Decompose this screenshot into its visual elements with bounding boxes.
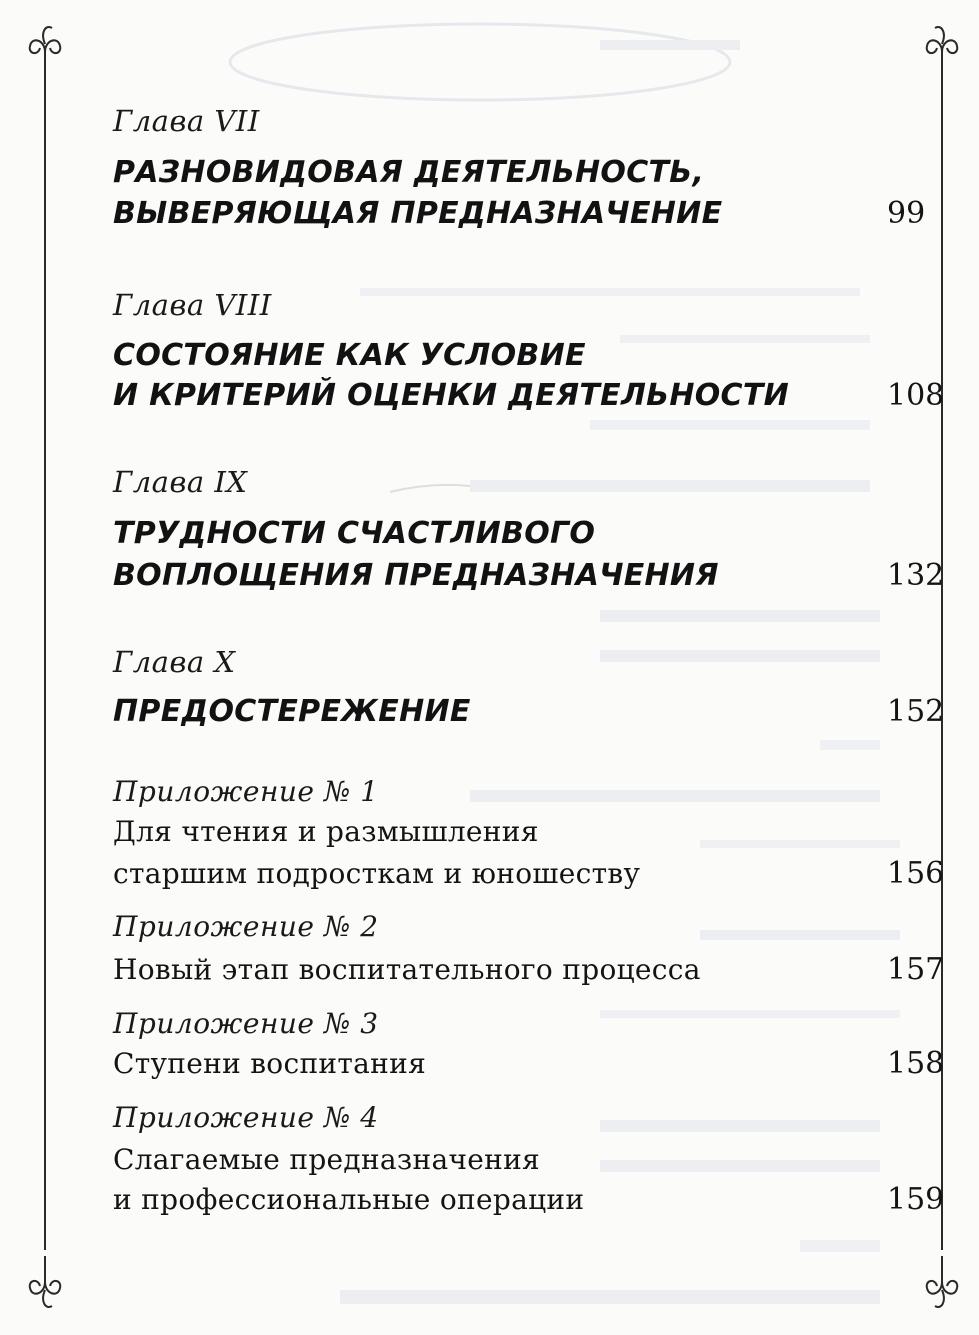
toc-entry-line[interactable]	[113, 196, 926, 231]
page-number: 156	[887, 856, 945, 891]
appendix-title-line: Новый этап воспитательного процесса	[113, 953, 701, 986]
top-right-flourish-icon	[919, 22, 965, 78]
appendix-title-line: и профессиональные операции	[113, 1183, 585, 1216]
chapter-title-line: ВЫВЕРЯЮЩАЯ ПРЕДНАЗНАЧЕНИЕ	[113, 196, 723, 231]
appendix-label: Приложение № 1	[113, 775, 379, 808]
top-left-flourish-icon	[22, 22, 68, 78]
toc-entry-line[interactable]	[113, 378, 945, 413]
appendix-title-line: старшим подросткам и юношеству	[113, 857, 641, 890]
chapter-title-line: И КРИТЕРИЙ ОЦЕНКИ ДЕЯТЕЛЬНОСТИ	[113, 378, 790, 413]
chapter-title-line: ПРЕДОСТЕРЕЖЕНИЕ	[113, 694, 471, 729]
appendix-label: Приложение № 2	[113, 910, 379, 943]
appendix-label: Приложение № 4	[113, 1101, 379, 1134]
chapter-heading: Глава VII	[113, 104, 260, 138]
bottom-right-flourish-icon	[919, 1256, 965, 1312]
chapter-title-line: ВОПЛОЩЕНИЯ ПРЕДНАЗНАЧЕНИЯ	[113, 558, 719, 593]
toc-entry-line[interactable]	[113, 1046, 945, 1081]
chapter-heading: Глава VIII	[113, 288, 272, 322]
chapter-title-line: РАЗНОВИДОВАЯ ДЕЯТЕЛЬНОСТЬ,	[113, 155, 705, 190]
page-number: 157	[887, 952, 945, 987]
left-border-line	[44, 70, 46, 1250]
appendix-title-line: Слагаемые предназначения	[113, 1143, 541, 1176]
appendix-title-line: Для чтения и размышления	[113, 815, 539, 848]
chapter-heading: Глава IX	[113, 465, 248, 499]
appendix-title-line: Ступени воспитания	[113, 1047, 427, 1080]
toc-entry-line[interactable]	[113, 1182, 945, 1217]
toc-entry-line[interactable]	[113, 694, 945, 729]
chapter-title-line: СОСТОЯНИЕ КАК УСЛОВИЕ	[113, 338, 586, 373]
chapter-heading: Глава X	[113, 645, 236, 679]
toc-entry-line[interactable]	[113, 558, 945, 593]
page-number: 158	[887, 1046, 945, 1081]
toc-entry-line[interactable]	[113, 952, 945, 987]
bottom-left-flourish-icon	[22, 1256, 68, 1312]
page-number: 99	[887, 196, 926, 231]
chapter-title-line: ТРУДНОСТИ СЧАСТЛИВОГО	[113, 516, 596, 551]
page-number: 159	[887, 1182, 945, 1217]
page-number: 152	[887, 694, 945, 729]
appendix-label: Приложение № 3	[113, 1007, 379, 1040]
page-number: 108	[887, 378, 945, 413]
page-number: 132	[887, 558, 945, 593]
toc-entry-line[interactable]	[113, 856, 945, 891]
